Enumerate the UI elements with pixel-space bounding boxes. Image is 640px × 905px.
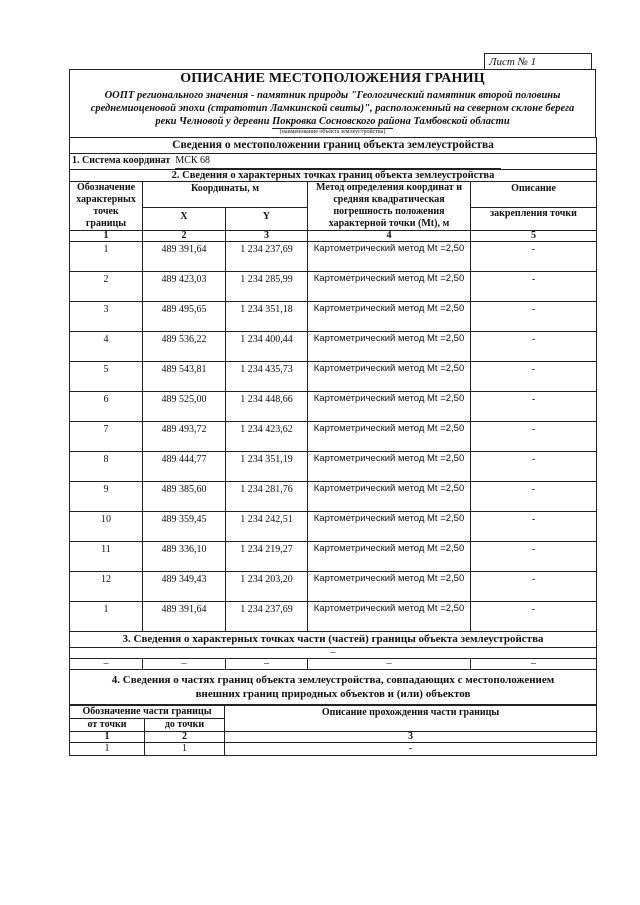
fixing-desc: - <box>471 362 597 392</box>
table-row <box>70 512 597 542</box>
point-id: 4 <box>70 332 143 362</box>
header-x: X <box>143 207 226 230</box>
col-num: 1 <box>70 231 143 242</box>
method: Картометрический метод Mt =2,50 <box>308 512 471 542</box>
coord-system-label: 1. Система координат <box>72 155 171 166</box>
coord-y: 1 234 242,51 <box>226 512 308 542</box>
coord-x: 489 385,60 <box>143 482 226 512</box>
col-num: 3 <box>226 231 308 242</box>
table-row <box>70 572 597 602</box>
point-id: 10 <box>70 512 143 542</box>
point-id: 7 <box>70 422 143 452</box>
method: Картометрический метод Mt =2,50 <box>308 482 471 512</box>
col-num: 5 <box>471 231 597 242</box>
method: Картометрический метод Mt =2,50 <box>308 572 471 602</box>
coord-x: 489 359,45 <box>143 512 226 542</box>
header-coords: Координаты, м <box>143 182 308 208</box>
method: Картометрический метод Mt =2,50 <box>308 422 471 452</box>
point-id: 1 <box>70 242 143 272</box>
method: Картометрический метод Mt =2,50 <box>308 332 471 362</box>
fixing-desc: - <box>471 482 597 512</box>
coord-system-value: МСК 68 <box>175 154 501 169</box>
fixing-desc: - <box>471 272 597 302</box>
header-desc-bottom: закрепления точки <box>471 207 597 230</box>
header-route-desc: Описание прохождения части границы <box>225 706 597 732</box>
fixing-desc: - <box>471 392 597 422</box>
header-desc-top: Описание <box>471 182 597 208</box>
points-body <box>70 242 597 632</box>
coord-y: 1 234 435,73 <box>226 362 308 392</box>
parts-table <box>69 705 597 756</box>
coord-x: 489 349,43 <box>143 572 226 602</box>
table-row <box>70 272 597 302</box>
parts-row <box>70 743 597 756</box>
coord-x: 489 391,64 <box>143 602 226 632</box>
table-row <box>70 392 597 422</box>
fixing-desc: - <box>471 332 597 362</box>
coord-x: 489 336,10 <box>143 542 226 572</box>
col-num: 2 <box>143 231 226 242</box>
part-desc: - <box>225 743 597 756</box>
coord-x: 489 543,81 <box>143 362 226 392</box>
object-caption: (наименование объекта землеустройства) <box>70 128 595 137</box>
method: Картометрический метод Mt =2,50 <box>308 242 471 272</box>
coord-y: 1 234 423,62 <box>226 422 308 452</box>
fixing-desc: - <box>471 422 597 452</box>
point-id: 11 <box>70 542 143 572</box>
section3-dash: – <box>70 648 597 659</box>
section2-title: 2. Сведения о характерных точках границ объекта землеустройства <box>70 170 597 182</box>
point-id: 8 <box>70 452 143 482</box>
document-title: ОПИСАНИЕ МЕСТОПОЛОЖЕНИЯ ГРАНИЦ <box>180 71 485 86</box>
coord-x: 489 493,72 <box>143 422 226 452</box>
section-main-title: Сведения о местоположении границ объекта землеустройства <box>70 138 597 154</box>
table-row <box>70 422 597 452</box>
document-header <box>69 69 596 137</box>
sheet-number: Лист № 1 <box>484 53 592 70</box>
method: Картометрический метод Mt =2,50 <box>308 542 471 572</box>
coord-y: 1 234 237,69 <box>226 242 308 272</box>
coord-x: 489 444,77 <box>143 452 226 482</box>
col-num: 4 <box>308 231 471 242</box>
coord-y: 1 234 448,66 <box>226 392 308 422</box>
coord-system-row <box>70 154 597 170</box>
coord-y: 1 234 285,99 <box>226 272 308 302</box>
header-to: до точки <box>145 719 225 732</box>
coord-y: 1 234 237,69 <box>226 602 308 632</box>
method: Картометрический метод Mt =2,50 <box>308 602 471 632</box>
section3-row <box>70 659 597 670</box>
table-row <box>70 602 597 632</box>
point-id: 12 <box>70 572 143 602</box>
section3-cell: – <box>226 659 308 670</box>
fixing-desc: - <box>471 572 597 602</box>
coord-y: 1 234 351,19 <box>226 452 308 482</box>
coord-x: 489 525,00 <box>143 392 226 422</box>
document-frame <box>69 69 596 756</box>
method: Картометрический метод Mt =2,50 <box>308 452 471 482</box>
coord-x: 489 423,03 <box>143 272 226 302</box>
col-num: 3 <box>225 732 597 743</box>
method: Картометрический метод Mt =2,50 <box>308 302 471 332</box>
col-num: 1 <box>70 732 145 743</box>
fixing-desc: - <box>471 542 597 572</box>
point-id: 5 <box>70 362 143 392</box>
coord-y: 1 234 219,27 <box>226 542 308 572</box>
table-row <box>70 332 597 362</box>
fixing-desc: - <box>471 512 597 542</box>
table-row <box>70 482 597 512</box>
fixing-desc: - <box>471 242 597 272</box>
fixing-desc: - <box>471 602 597 632</box>
table-row <box>70 362 597 392</box>
fixing-desc: - <box>471 302 597 332</box>
table-row <box>70 542 597 572</box>
point-id: 9 <box>70 482 143 512</box>
point-id: 6 <box>70 392 143 422</box>
table-row <box>70 452 597 482</box>
section3-cell: – <box>70 659 143 670</box>
column-numbers <box>70 231 597 242</box>
section3-title: 3. Сведения о характерных точках части (частей) границы объекта землеустройства <box>70 632 597 648</box>
section3-cell: – <box>308 659 471 670</box>
point-id: 3 <box>70 302 143 332</box>
point-id: 1 <box>70 602 143 632</box>
part-from: 1 <box>70 743 145 756</box>
coord-y: 1 234 400,44 <box>226 332 308 362</box>
table-row <box>70 242 597 272</box>
fixing-desc: - <box>471 452 597 482</box>
section3-cell: – <box>143 659 226 670</box>
header-point: Обозначение характерных точек границы <box>70 182 143 231</box>
header-method: Метод определения координат и средняя квадратическая погрешность положения характерной точки (Mt), м <box>308 182 471 231</box>
section3-cell: – <box>471 659 597 670</box>
method: Картометрический метод Mt =2,50 <box>308 362 471 392</box>
header-y: Y <box>226 207 308 230</box>
header-parts: Обозначение части границы <box>70 706 225 719</box>
coord-x: 489 536,22 <box>143 332 226 362</box>
header-from: от точки <box>70 719 145 732</box>
object-name: ООПТ регионального значения - памятник природы "Геологический памятник второй половины среднемиоценовой эпохи (стратотип Ламкинской свиты)", расположенный на северном склоне берега реки Челновой у деревни Покровка Сосновского района Тамбовской области <box>90 90 575 127</box>
coord-x: 489 391,64 <box>143 242 226 272</box>
col-num: 2 <box>145 732 225 743</box>
coord-x: 489 495,65 <box>143 302 226 332</box>
method: Картометрический метод Mt =2,50 <box>308 272 471 302</box>
method: Картометрический метод Mt =2,50 <box>308 392 471 422</box>
coord-y: 1 234 281,76 <box>226 482 308 512</box>
coord-y: 1 234 351,18 <box>226 302 308 332</box>
parts-column-numbers <box>70 732 597 743</box>
part-to: 1 <box>145 743 225 756</box>
coord-y: 1 234 203,20 <box>226 572 308 602</box>
section4-title: 4. Сведения о частях границ объекта землеустройства, совпадающих с местоположением внешних границ природных объектов и (или) объектов <box>70 670 597 705</box>
boundary-table <box>69 137 597 705</box>
point-id: 2 <box>70 272 143 302</box>
table-row <box>70 302 597 332</box>
